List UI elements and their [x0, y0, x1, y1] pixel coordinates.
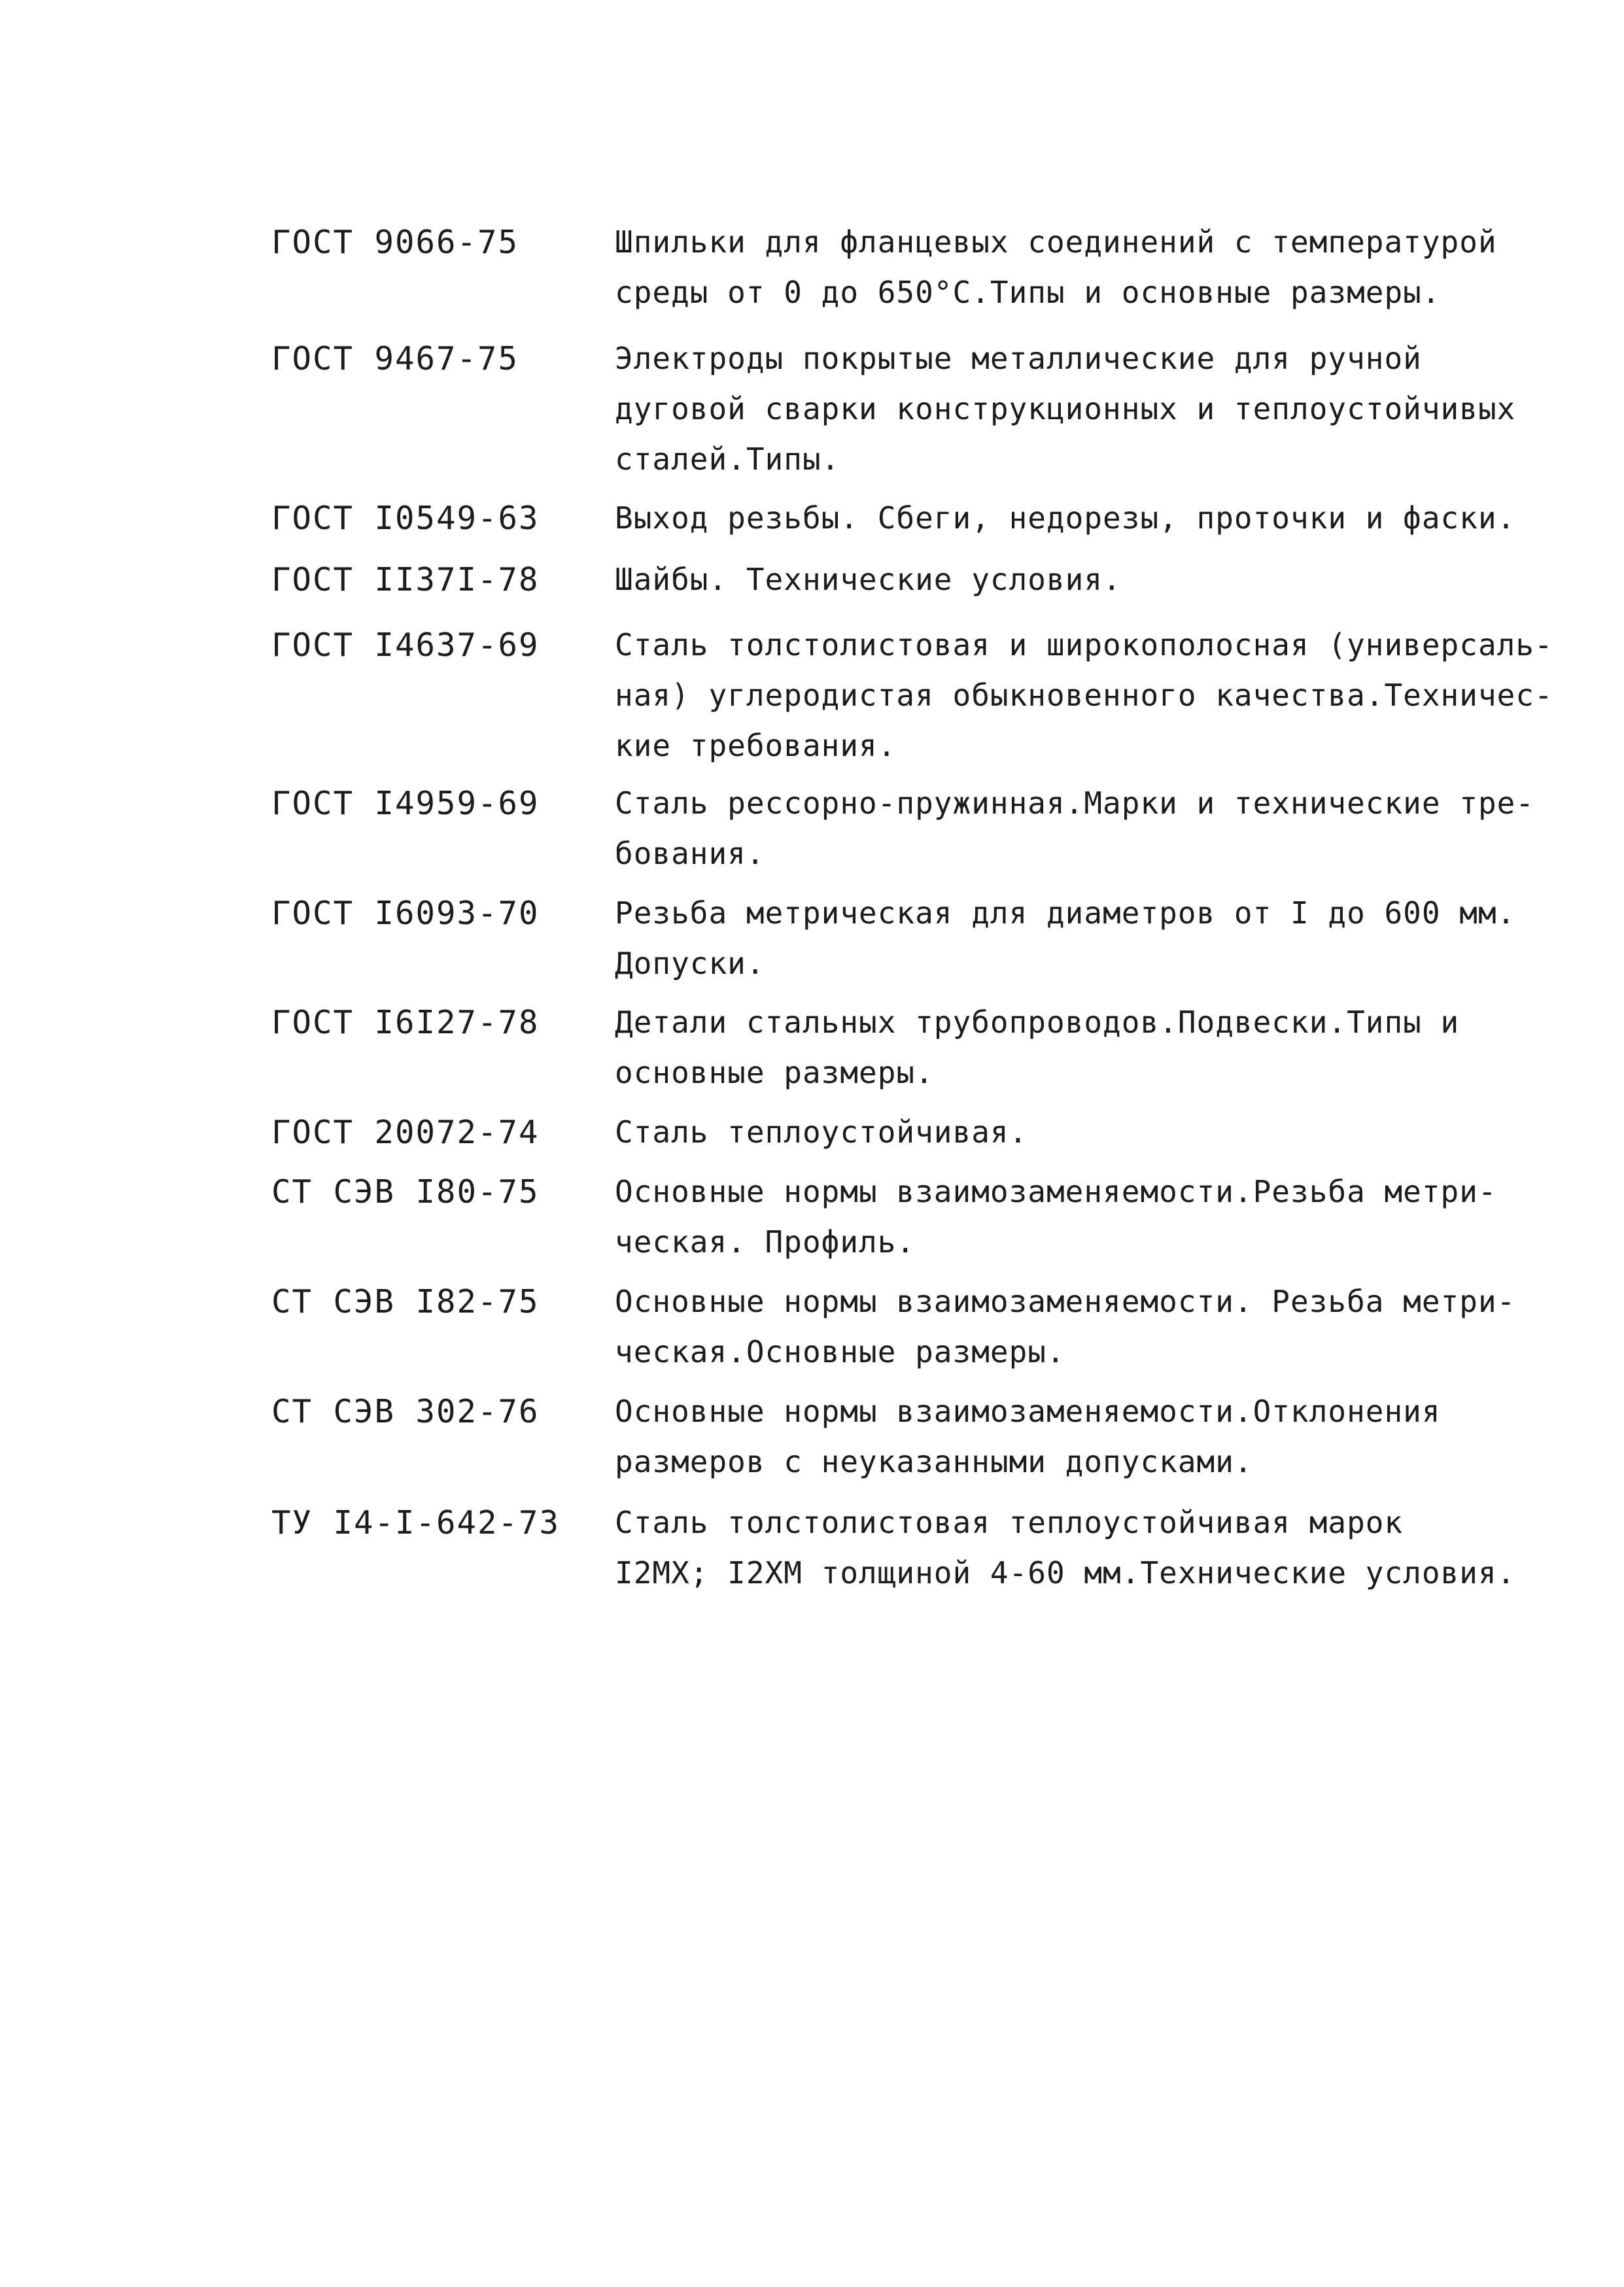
description-line: ческая.Основные размеры.	[615, 1334, 1065, 1369]
standard-description	[615, 1167, 1583, 1267]
standard-description	[615, 997, 1583, 1098]
standard-code: ГОСТ I6I27-78	[271, 1004, 540, 1041]
standard-code: ГОСТ 9066-75	[271, 224, 519, 261]
standard-code: ГОСТ I4959-69	[271, 785, 540, 822]
standard-description	[615, 334, 1583, 485]
standard-description	[615, 1107, 1583, 1158]
description-line: I2МХ; I2ХМ толщиной 4-60 мм.Технические условия.	[615, 1555, 1516, 1591]
description-line: Электроды покрытые металлические для ручной	[615, 341, 1422, 376]
description-line: Сталь рессорно-пружинная.Марки и технические тре-	[615, 785, 1535, 821]
standard-code: СТ СЭВ I82-75	[271, 1283, 540, 1320]
standard-description	[615, 493, 1583, 543]
standard-description	[615, 1386, 1583, 1487]
description-line: Основные нормы взаимозаменяемости.Резьба метри-	[615, 1174, 1497, 1209]
standard-description	[615, 217, 1583, 318]
description-line: Основные нормы взаимозаменяемости.Отклонения	[615, 1394, 1441, 1429]
description-line: Сталь толстолистовая и широкополосная (универсаль-	[615, 627, 1553, 662]
standard-description	[615, 1277, 1583, 1377]
description-line: Сталь толстолистовая теплоустойчивая марок	[615, 1505, 1404, 1540]
description-line: Резьба метрическая для диаметров от I до 600 мм.	[615, 895, 1516, 931]
standard-description	[615, 778, 1583, 879]
standard-description	[615, 888, 1583, 989]
standard-description	[615, 1498, 1583, 1598]
standard-code: СТ СЭВ I80-75	[271, 1173, 540, 1211]
description-line: Выход резьбы. Сбеги, недорезы, проточки и фаски.	[615, 500, 1516, 536]
standard-description	[615, 620, 1583, 771]
description-line: основные размеры.	[615, 1055, 934, 1090]
description-line: дуговой сварки конструкционных и теплоустойчивых	[615, 391, 1516, 426]
standard-code: ГОСТ II37I-78	[271, 561, 540, 598]
standard-code: ГОСТ I6093-70	[271, 895, 540, 932]
description-line: сталей.Типы.	[615, 441, 840, 477]
standard-description	[615, 555, 1583, 605]
standard-code: ГОСТ I4637-69	[271, 627, 540, 664]
standard-code: ГОСТ 9467-75	[271, 340, 519, 377]
standard-code: ГОСТ I0549-63	[271, 500, 540, 537]
description-line: кие требования.	[615, 728, 897, 763]
standard-code: ТУ I4-I-642-73	[271, 1504, 561, 1541]
standard-code: ГОСТ 20072-74	[271, 1114, 540, 1151]
description-line: Допуски.	[615, 946, 765, 981]
description-line: бования.	[615, 836, 765, 871]
description-line: размеров с неуказанными допусками.	[615, 1444, 1253, 1479]
description-line: ная) углеродистая обыкновенного качества.Техничес-	[615, 678, 1553, 713]
description-line: Шпильки для фланцевых соединений с температурой	[615, 224, 1497, 260]
standard-code: СТ СЭВ 302-76	[271, 1393, 540, 1430]
description-line: Сталь теплоустойчивая.	[615, 1114, 1028, 1150]
description-line: Детали стальных трубопроводов.Подвески.Типы и	[615, 1005, 1460, 1040]
description-line: среды от 0 до 650°С.Типы и основные размеры.	[615, 275, 1441, 310]
description-line: ческая. Профиль.	[615, 1224, 916, 1260]
description-line: Шайбы. Технические условия.	[615, 562, 1122, 597]
description-line: Основные нормы взаимозаменяемости. Резьба метри-	[615, 1284, 1516, 1319]
